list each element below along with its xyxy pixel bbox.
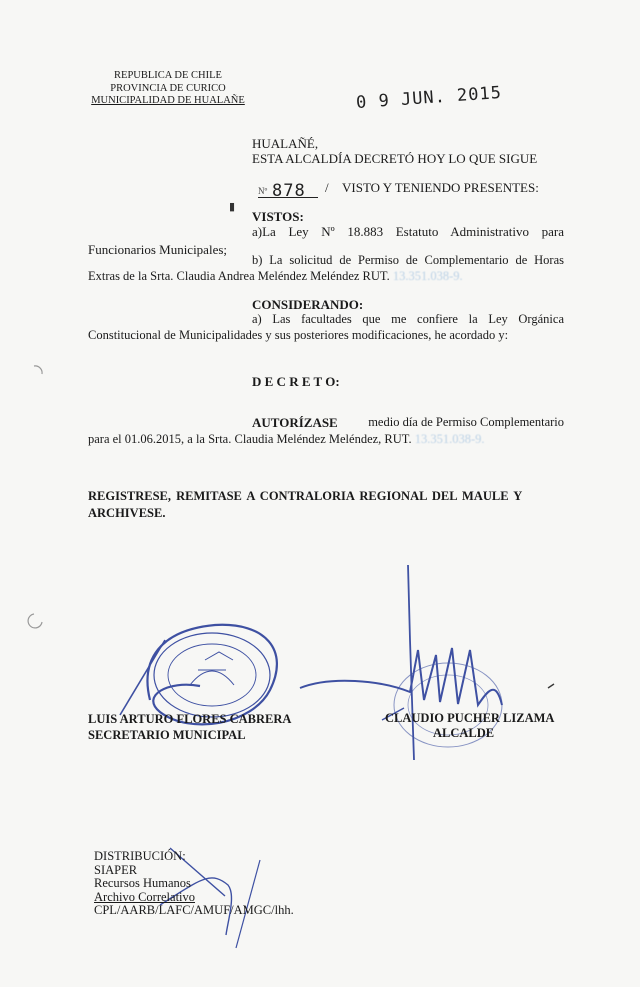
right-signature-vertical — [408, 565, 414, 760]
decreto-keyword: AUTORÍZASE — [252, 415, 338, 430]
visto-label: VISTO Y TENIENDO PRESENTES: — [342, 180, 539, 195]
left-seal-emblem — [190, 652, 234, 685]
left-signatory-name: LUIS ARTURO FLORES CABRERA — [88, 712, 292, 726]
header-line-1: REPUBLICA DE CHILE — [114, 70, 222, 81]
right-signature — [300, 648, 502, 705]
considerando-line2: Constitucional de Municipalidades y sus posteriores modificaciones, he acordado y: — [88, 328, 509, 342]
distribution-item: SIAPER — [94, 862, 138, 877]
distribution-heading: DISTRIBUCIÓN: — [94, 849, 186, 863]
vistos-a-line2: Funcionarios Municipales; — [88, 242, 228, 257]
punch-hole-1 — [34, 366, 42, 374]
decreto-line2: para el 01.06.2015, a la Srta. Claudia Meléndez Meléndez, RUT. — [88, 432, 412, 446]
decree-number-slash: / — [325, 180, 329, 195]
closing-line1-text: REGISTRESE, REMITASE A CONTRALORIA REGIONAL DEL MAULE Y — [88, 489, 523, 503]
left-seal — [154, 633, 270, 717]
right-signatory-title: ALCALDE — [433, 726, 495, 740]
header-line-3: MUNICIPALIDAD DE HUALAÑE — [91, 95, 245, 106]
left-signature — [148, 625, 277, 725]
closing-line2: ARCHIVESE. — [88, 506, 166, 520]
decree-number-stamp-mark: ▮ — [229, 201, 236, 213]
right-signatory-name: CLAUDIO PUCHER LIZAMA — [385, 711, 555, 725]
decree-number-prefix: Nº — [258, 186, 268, 196]
considerando-heading: CONSIDERANDO: — [252, 297, 364, 312]
decreto-heading: D E C R E T O: — [252, 374, 340, 389]
intro-place: HUALAÑÉ, — [252, 136, 319, 151]
distribution-item: Archivo Correlativo — [94, 889, 196, 904]
decreto-line1-rest: medio día de Permiso Complementario — [368, 415, 564, 429]
vistos-heading: VISTOS: — [252, 209, 304, 224]
distribution-block — [94, 850, 294, 918]
dot-mark — [548, 684, 554, 688]
considerando-line1: a) Las facultades que me confiere la Ley Orgánica — [252, 312, 564, 326]
decree-number: 878 — [272, 181, 306, 201]
punch-hole-2 — [28, 614, 42, 628]
vistos-b-line2: Extras de la Srta. Claudia Andrea Meléndez Meléndez RUT. — [88, 269, 390, 283]
date-stamp: 0 9 JUN. 2015 — [355, 82, 503, 114]
left-signature-stroke — [120, 640, 165, 715]
intro-statement: ESTA ALCALDÍA DECRETÓ HOY LO QUE SIGUE — [252, 151, 538, 166]
vistos-b-line1: b) La solicitud de Permiso de Complementario de Horas — [252, 253, 564, 267]
vistos-b-rut: 13.351.038-9. — [392, 269, 463, 283]
left-signatory-title: SECRETARIO MUNICIPAL — [88, 728, 246, 742]
left-seal-inner — [168, 644, 256, 706]
distribution-item: CPL/AARB/LAFC/AMUF/AMGC/lhh. — [94, 903, 294, 917]
vistos-a-line1: a)La Ley Nº 18.883 Estatuto Administrativo para — [252, 224, 564, 239]
decreto-rut: 13.351.038-9. — [414, 432, 485, 446]
distribution-item: Recursos Humanos — [94, 876, 191, 890]
header-line-2: PROVINCIA DE CURICO — [110, 82, 226, 94]
